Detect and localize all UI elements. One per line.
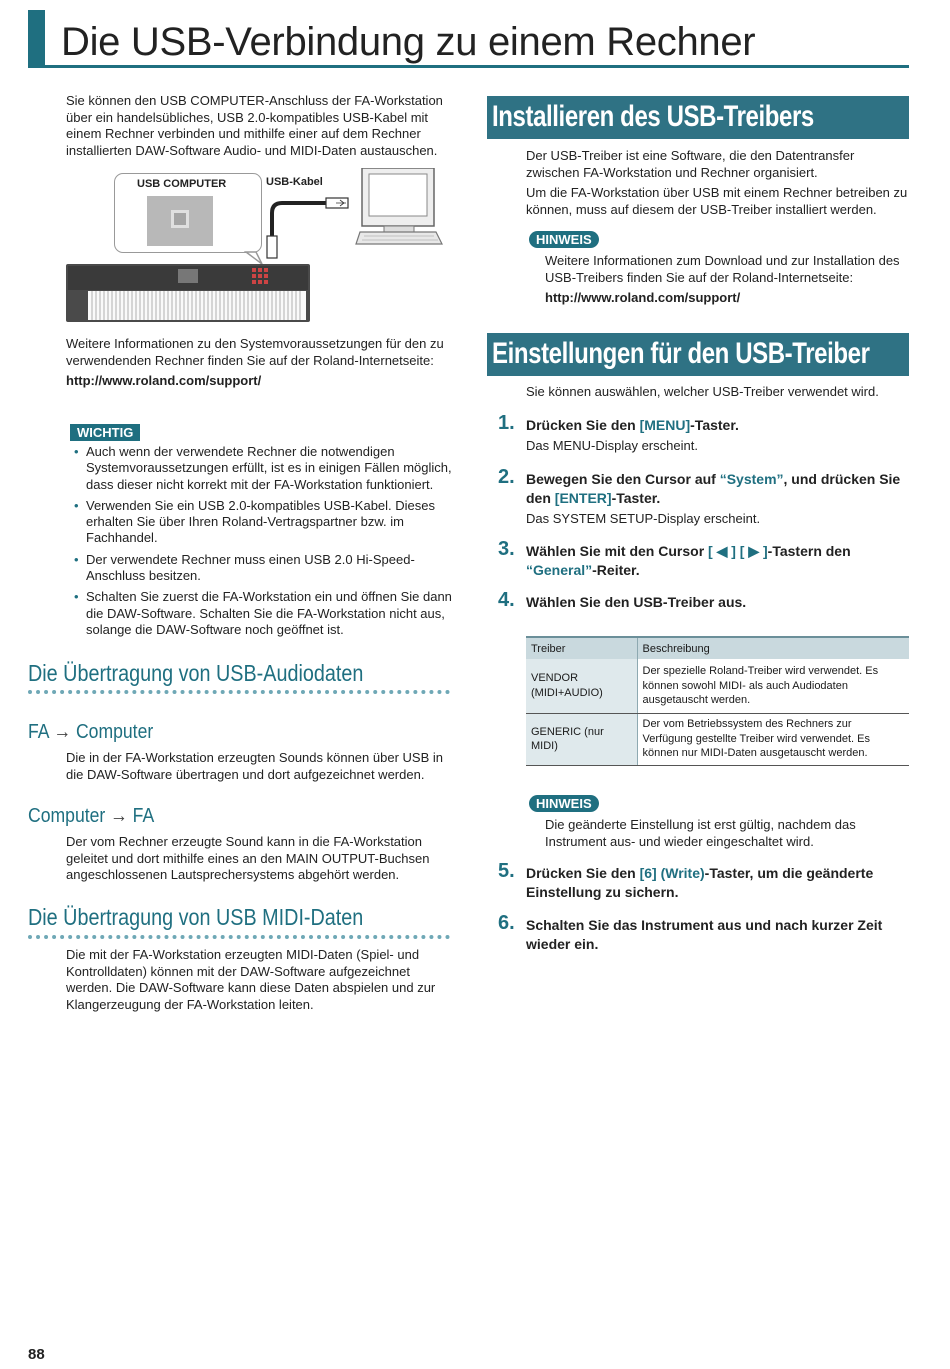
- note-badge: HINWEIS: [529, 795, 599, 812]
- important-badge: WICHTIG: [70, 424, 140, 441]
- settings-intro: Sie können auswählen, welcher USB-Treiber verwendet wird.: [526, 384, 879, 399]
- step-number: 2.: [498, 466, 515, 488]
- computer-to-fa-heading: Computer → FA: [28, 805, 155, 827]
- keyboard-computer-drawing: [66, 168, 446, 328]
- step-2-text: Bewegen Sie den Cursor auf “System”, und drücken Sie den [ENTER]-Taster.: [526, 471, 901, 506]
- usb-connection-illustration: [66, 168, 446, 328]
- list-item: • Auch wenn der verwendete Rechner die notwendigen Systemvoraussetzungen erfüllt, ist es in einigen Fällen möglich, dass dieser nicht korrekt mit der FA-Workstation funktioniert.: [74, 444, 454, 493]
- title-accent-bar: [28, 10, 45, 66]
- heading-divider: [28, 935, 450, 939]
- page-title: Die USB-Verbindung zu einem Rechner: [61, 20, 756, 64]
- roland-support-link[interactable]: http://www.roland.com/support/: [66, 373, 262, 388]
- page-title-bar: [28, 10, 909, 68]
- list-item: • Schalten Sie zuerst die FA-Workstation ein und öffnen Sie dann die DAW-Software. Schalten Sie die FA-Workstation nicht aus, solange die DAW-Software noch geöffnet ist.: [74, 589, 454, 638]
- table-row: [526, 659, 909, 713]
- midi-heading: Die Übertragung von USB MIDI-Daten: [28, 904, 364, 930]
- driver-name: VENDOR (MIDI+AUDIO): [526, 659, 637, 713]
- step-number: 3.: [498, 538, 515, 560]
- install-heading: Installieren des USB-Treibers: [492, 100, 814, 133]
- step-5-text: Drücken Sie den [6] (Write)-Taster, um die geänderte Einstellung zu sichern.: [526, 865, 874, 900]
- step-number: 5.: [498, 860, 515, 882]
- step-6-text: Schalten Sie das Instrument aus und nach kurzer Zeit wieder ein.: [526, 917, 883, 952]
- roland-support-link[interactable]: http://www.roland.com/support/: [545, 290, 741, 305]
- step-number: 6.: [498, 912, 515, 934]
- usb-cable-label: USB-Kabel: [266, 176, 323, 188]
- step-3-text: Wählen Sie mit den Cursor [ ◀ ] [ ▶ ]-Tastern den “General”-Reiter.: [526, 543, 851, 578]
- arrow-right-icon: →: [110, 805, 128, 827]
- install-heading-bar: [487, 96, 909, 139]
- fa-to-computer-heading: FA → Computer: [28, 721, 154, 743]
- system-requirements-text: Weitere Informationen zu den Systemvoraussetzungen für den zu verwendenden Rechner finden Sie auf der Roland-Internetseite:: [66, 336, 444, 368]
- note-text: Die geänderte Einstellung ist erst gültig, nachdem das Instrument aus- und wieder eingeschaltet wird.: [545, 817, 856, 849]
- settings-heading: Einstellungen für den USB-Treiber: [492, 337, 870, 370]
- midi-text: Die mit der FA-Workstation erzeugten MIDI-Daten (Spiel- und Kontrolldaten) können mit der DAW-Software aufgezeichnet werden. Die DAW-Software kann diese Daten abspielen und zur Klangerzeugung der FA-Workstation leiten.: [66, 947, 436, 1012]
- step-2-result: Das SYSTEM SETUP-Display erscheint.: [526, 511, 761, 526]
- list-item: • Der verwendete Rechner muss einen USB 2.0 Hi-Speed-Anschluss besitzen.: [74, 552, 454, 585]
- install-paragraph-1: Der USB-Treiber ist eine Software, die den Datentransfer zwischen FA-Workstation und Rechner organisiert.: [526, 148, 855, 180]
- table-header: Beschreibung: [637, 637, 909, 659]
- note-text: Weitere Informationen zum Download und zur Installation des USB-Treibers finden Sie auf der Roland-Internetseite:: [545, 253, 900, 285]
- usb-computer-label: USB COMPUTER: [137, 178, 227, 190]
- step-1-text: Drücken Sie den [MENU]-Taster.: [526, 417, 739, 433]
- step-number: 1.: [498, 412, 515, 434]
- note-badge: HINWEIS: [529, 231, 599, 248]
- settings-heading-bar: [487, 333, 909, 376]
- driver-name: GENERIC (nur MIDI): [526, 713, 637, 765]
- arrow-right-icon: →: [53, 721, 72, 743]
- step-number: 4.: [498, 589, 515, 611]
- driver-description: Der spezielle Roland-Treiber wird verwendet. Es können sowohl MIDI- als auch Audiodaten ausgetauscht werden.: [637, 659, 909, 713]
- computer-to-fa-text: Der vom Rechner erzeugte Sound kann in die FA-Workstation geleitet und dort mithilfe eines an den MAIN OUTPUT-Buchsen angeschlossenen Lautsprechersystems abgehört werden.: [66, 834, 430, 882]
- fa-to-computer-text: Die in der FA-Workstation erzeugten Sounds können über USB in die DAW-Software übertragen und dort aufgezeichnet werden.: [66, 750, 443, 782]
- step-1-result: Das MENU-Display erscheint.: [526, 438, 698, 453]
- page-number: 88: [28, 1346, 45, 1363]
- table-row: [526, 713, 909, 765]
- list-item: • Verwenden Sie ein USB 2.0-kompatibles USB-Kabel. Dieses erhalten Sie über Ihren Roland-Vertragspartner bzw. im Fachhandel.: [74, 498, 454, 547]
- driver-table: [526, 636, 909, 766]
- intro-paragraph: Sie können den USB COMPUTER-Anschluss der FA-Workstation über ein handelsübliches, USB 2.0-kompatibles USB-Kabel mit einem Rechner verbinden und mithilfe einer auf dem Rechner installierten DAW-Software Audio- und MIDI-Daten austauschen.: [66, 93, 443, 158]
- table-header: Treiber: [526, 637, 637, 659]
- heading-divider: [28, 690, 450, 694]
- important-list: [74, 444, 454, 643]
- audio-heading: Die Übertragung von USB-Audiodaten: [28, 660, 364, 686]
- install-paragraph-2: Um die FA-Workstation über USB mit einem Rechner betreiben zu können, muss auf diesem der USB-Treiber installiert werden.: [526, 185, 908, 217]
- driver-description: Der vom Betriebssystem des Rechners zur Verfügung gestellte Treiber wird verwendet. Es können nur MIDI-Daten ausgetauscht werden.: [637, 713, 909, 765]
- step-4-text: Wählen Sie den USB-Treiber aus.: [526, 594, 747, 610]
